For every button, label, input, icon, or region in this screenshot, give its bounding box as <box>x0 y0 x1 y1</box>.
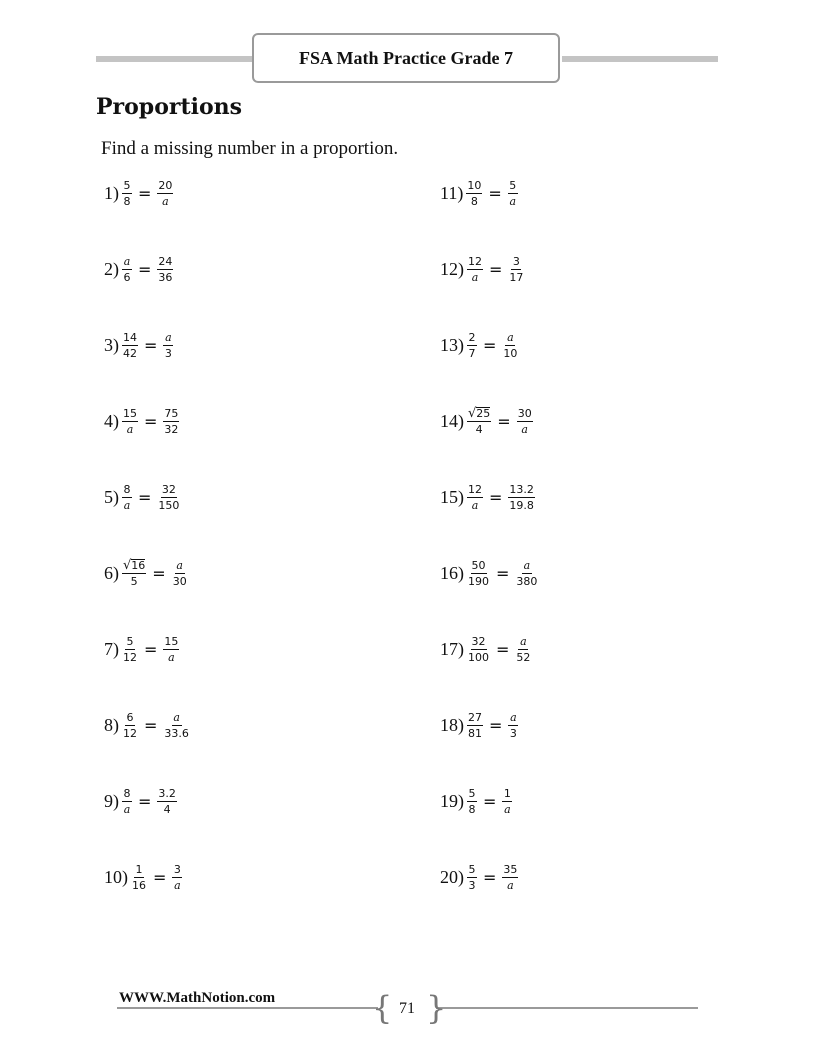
right-fraction <box>162 331 174 360</box>
denominator: a <box>174 878 181 892</box>
left-brace-icon: { <box>372 989 393 1027</box>
numerator: 15 <box>123 406 137 420</box>
numerator: 32 <box>161 482 176 496</box>
problem-item <box>440 477 536 517</box>
equals-sign: = <box>489 715 503 735</box>
right-fraction <box>501 787 513 816</box>
problem-number: 6) <box>104 562 119 583</box>
left-fraction <box>121 407 139 436</box>
footer-website: WWW.MathNotion.com <box>119 990 276 1006</box>
numerator: 6 <box>126 710 134 724</box>
right-fraction <box>171 863 183 892</box>
problem-item <box>440 553 539 593</box>
problem-number: 8) <box>104 714 119 735</box>
numerator: a <box>165 330 172 344</box>
numerator: 75 <box>164 406 179 420</box>
problem-item <box>104 173 174 213</box>
problem-number: 16) <box>440 562 464 583</box>
right-fraction <box>507 711 519 740</box>
numerator: a <box>123 254 131 268</box>
denominator: a <box>123 498 131 512</box>
numerator: 5 <box>468 862 476 876</box>
denominator: 30 <box>172 574 187 588</box>
section-title: Proportions <box>96 94 243 120</box>
denominator: 8 <box>468 802 476 816</box>
denominator: 42 <box>123 346 137 360</box>
numerator: 12 <box>468 254 482 268</box>
problem-number: 17) <box>440 638 464 659</box>
right-fraction <box>156 179 174 208</box>
denominator: 8 <box>123 194 131 208</box>
right-fraction <box>156 787 178 816</box>
problem-number: 1) <box>104 182 119 203</box>
equals-sign: = <box>489 259 503 279</box>
denominator: a <box>162 194 169 208</box>
numerator: 5 <box>468 786 476 800</box>
denominator: 10 <box>503 346 518 360</box>
denominator: 8 <box>470 194 478 208</box>
problem-number: 15) <box>440 486 464 507</box>
problem-number: 20) <box>440 866 464 887</box>
numerator: 15 <box>164 634 179 648</box>
denominator: 81 <box>468 726 482 740</box>
right-fraction <box>162 711 191 740</box>
denominator: 190 <box>468 574 489 588</box>
page-number: 71 <box>399 1000 415 1017</box>
problem-item <box>440 857 519 897</box>
problem-item <box>440 629 532 669</box>
denominator: 4 <box>163 802 171 816</box>
right-fraction <box>514 559 539 588</box>
numerator: 8 <box>123 482 131 496</box>
equals-sign: = <box>138 183 152 203</box>
equals-sign: = <box>144 715 158 735</box>
denominator: a <box>471 270 479 284</box>
equals-sign: = <box>483 791 497 811</box>
left-fraction <box>121 179 133 208</box>
footer-rule-left <box>117 1007 378 1009</box>
denominator: a <box>126 422 134 436</box>
numerator: 5 <box>126 634 134 648</box>
problem-number: 14) <box>440 410 464 431</box>
denominator: 5 <box>130 574 138 588</box>
problem-item <box>104 249 174 289</box>
problem-item <box>440 401 534 441</box>
numerator: 10 <box>467 178 482 192</box>
denominator: 380 <box>516 574 538 588</box>
denominator: a <box>471 498 479 512</box>
equals-sign: = <box>144 335 158 355</box>
problem-item <box>104 401 180 441</box>
denominator: 52 <box>516 650 531 664</box>
problem-number: 4) <box>104 410 119 431</box>
numerator: 5 <box>123 178 131 192</box>
equals-sign: = <box>153 867 167 887</box>
problem-number: 13) <box>440 334 464 355</box>
numerator: a <box>173 710 180 724</box>
problem-number: 9) <box>104 790 119 811</box>
numerator: √ 25 <box>468 405 491 421</box>
right-fraction <box>501 863 519 892</box>
denominator: 17 <box>509 270 524 284</box>
denominator: a <box>168 650 175 664</box>
right-fraction <box>162 407 180 436</box>
right-fraction <box>156 255 174 284</box>
equals-sign: = <box>483 335 497 355</box>
numerator: 50 <box>471 558 486 572</box>
numerator: 12 <box>468 482 482 496</box>
numerator: 3 <box>173 862 181 876</box>
right-fraction <box>501 331 519 360</box>
right-fraction <box>507 483 536 512</box>
numerator: 30 <box>517 406 532 420</box>
numerator: a <box>523 558 531 572</box>
equals-sign: = <box>152 563 166 583</box>
numerator: 32 <box>471 634 486 648</box>
left-fraction <box>466 787 478 816</box>
problem-number: 7) <box>104 638 119 659</box>
denominator: 3 <box>468 878 476 892</box>
problem-item <box>440 325 519 365</box>
left-fraction <box>121 787 133 816</box>
numerator: 20 <box>158 178 173 192</box>
denominator: 6 <box>123 270 131 284</box>
equals-sign: = <box>144 411 158 431</box>
numerator: 1 <box>503 786 511 800</box>
equals-sign: = <box>483 867 497 887</box>
equals-sign: = <box>138 487 152 507</box>
left-fraction <box>466 483 484 512</box>
problem-item <box>104 325 174 365</box>
right-fraction <box>171 559 189 588</box>
numerator: a <box>176 558 183 572</box>
numerator: 5 <box>509 178 517 192</box>
problem-item <box>440 173 519 213</box>
denominator: 7 <box>468 346 476 360</box>
left-fraction <box>466 711 484 740</box>
equals-sign: = <box>497 411 511 431</box>
equals-sign: = <box>489 487 503 507</box>
left-fraction <box>121 331 139 360</box>
denominator: 19.8 <box>509 498 534 512</box>
denominator: 3 <box>164 346 172 360</box>
numerator: 14 <box>123 330 137 344</box>
numerator: 24 <box>158 254 173 268</box>
problem-item <box>104 477 181 517</box>
left-fraction <box>466 863 478 892</box>
problem-number: 2) <box>104 258 119 279</box>
problem-number: 18) <box>440 714 464 735</box>
left-fraction <box>130 863 148 892</box>
denominator: 33.6 <box>164 726 189 740</box>
problem-number: 10) <box>104 866 128 887</box>
header-title: FSA Math Practice Grade 7 <box>252 33 560 83</box>
numerator: 1 <box>135 862 143 876</box>
problem-number: 3) <box>104 334 119 355</box>
left-fraction <box>466 559 491 588</box>
problem-item <box>440 249 525 289</box>
numerator: 8 <box>123 786 131 800</box>
problem-item <box>104 553 189 593</box>
problem-number: 5) <box>104 486 119 507</box>
denominator: 100 <box>468 650 489 664</box>
numerator: 35 <box>503 862 518 876</box>
numerator: a <box>507 330 514 344</box>
denominator: 12 <box>123 726 137 740</box>
left-fraction <box>121 711 139 740</box>
left-fraction <box>121 559 147 588</box>
left-fraction <box>466 255 484 284</box>
problem-item <box>440 705 519 745</box>
numerator: 3 <box>512 254 520 268</box>
denominator: a <box>504 802 511 816</box>
right-fraction <box>156 483 181 512</box>
numerator: 27 <box>468 710 482 724</box>
right-fraction <box>516 407 534 436</box>
numerator: a <box>520 634 527 648</box>
numerator: 3.2 <box>158 786 176 800</box>
problem-item <box>104 705 191 745</box>
denominator: 4 <box>475 422 483 436</box>
equals-sign: = <box>488 183 502 203</box>
problem-number: 19) <box>440 790 464 811</box>
denominator: 12 <box>123 650 137 664</box>
problem-item <box>104 629 180 669</box>
left-fraction <box>466 331 478 360</box>
equals-sign: = <box>138 259 152 279</box>
denominator: a <box>507 878 514 892</box>
denominator: 32 <box>164 422 179 436</box>
denominator: a <box>123 802 131 816</box>
numerator: √ 16 <box>123 557 146 573</box>
right-brace-icon: } <box>426 989 447 1027</box>
instructions: Find a missing number in a proportion. <box>101 138 399 159</box>
left-fraction <box>465 179 483 208</box>
problem-item <box>104 857 183 897</box>
problem-number: 11) <box>440 182 464 203</box>
right-fraction <box>514 635 532 664</box>
right-fraction <box>162 635 180 664</box>
equals-sign: = <box>496 563 510 583</box>
footer-rule-right <box>436 1007 698 1009</box>
problem-number: 12) <box>440 258 464 279</box>
equals-sign: = <box>496 639 510 659</box>
problem-item <box>440 781 513 821</box>
equals-sign: = <box>138 791 152 811</box>
right-fraction <box>507 179 519 208</box>
left-fraction <box>466 407 492 436</box>
denominator: 16 <box>132 878 146 892</box>
equals-sign: = <box>144 639 158 659</box>
denominator: 150 <box>158 498 180 512</box>
numerator: 13.2 <box>509 482 534 496</box>
right-fraction <box>507 255 525 284</box>
denominator: 3 <box>509 726 517 740</box>
left-fraction <box>466 635 491 664</box>
left-fraction <box>121 255 133 284</box>
problem-item <box>104 781 178 821</box>
numerator: a <box>510 710 517 724</box>
header-rule-right <box>562 56 718 62</box>
left-fraction <box>121 635 139 664</box>
header-rule-left <box>96 56 254 62</box>
denominator: a <box>509 194 517 208</box>
left-fraction <box>121 483 133 512</box>
denominator: a <box>521 422 528 436</box>
denominator: 36 <box>158 270 173 284</box>
numerator: 2 <box>468 330 476 344</box>
